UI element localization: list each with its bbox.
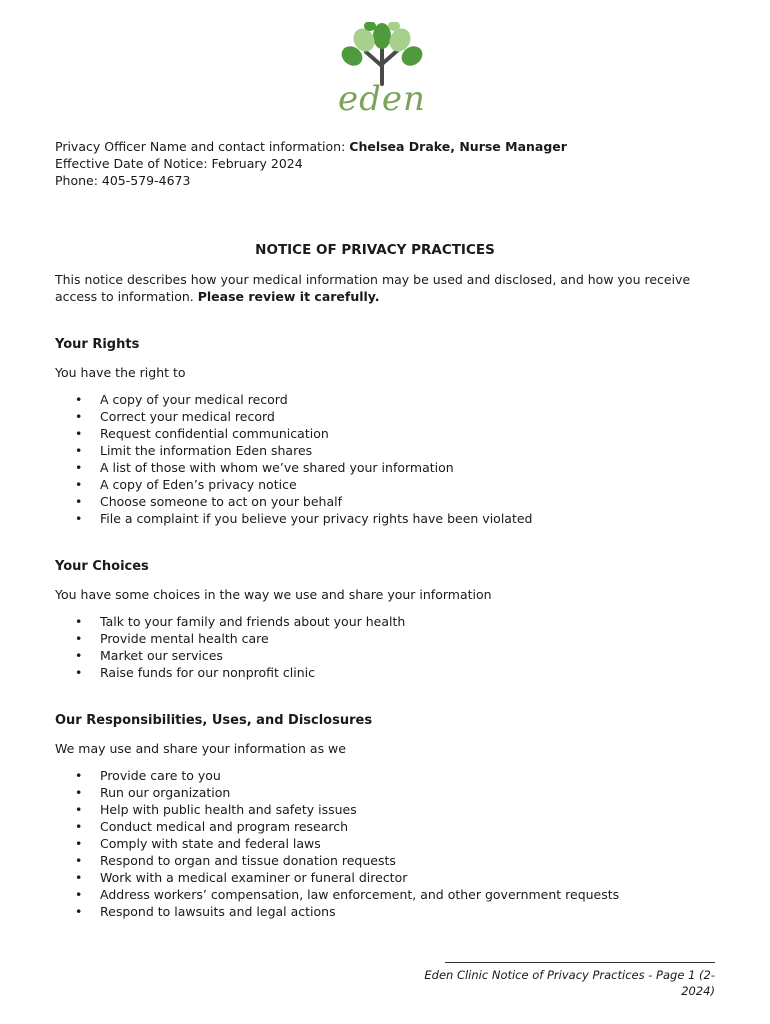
list-item-text: Market our services: [100, 648, 223, 663]
section-heading: Our Responsibilities, Uses, and Disclosures: [55, 713, 373, 728]
section-responsibilities: [55, 712, 695, 920]
list-item: [55, 459, 695, 476]
bullet-icon: •: [75, 426, 83, 441]
list-item-text: Conduct medical and program research: [100, 819, 349, 834]
logo-wordmark: eden: [338, 79, 426, 119]
list-item-text: Respond to lawsuits and legal actions: [100, 904, 336, 919]
effective-date-value: February 2024: [211, 156, 303, 171]
phone-label: Phone:: [55, 173, 102, 188]
list-item: [55, 852, 695, 869]
phone-value: 405-579-4673: [101, 173, 191, 188]
list-item: [55, 903, 695, 920]
bullet-icon: •: [75, 665, 83, 680]
list-item: [55, 818, 695, 835]
list-item-text: Respond to organ and tissue donation requests: [100, 853, 396, 868]
section-heading: Your Choices: [55, 559, 149, 574]
list-item-text: File a complaint if you believe your privacy rights have been violated: [100, 511, 533, 526]
rights-list: [55, 391, 695, 527]
footer-rule: [445, 962, 715, 963]
list-item: [55, 869, 695, 886]
list-item: [55, 476, 695, 493]
bullet-icon: •: [75, 904, 83, 919]
notice-intro-text: This notice describes how your medical information may be used and disclosed, and how you receive access to information.: [55, 272, 691, 304]
privacy-notice-page: [55, 138, 695, 920]
privacy-officer-label: Privacy Officer Name and contact information:: [55, 139, 350, 154]
list-item-text: Talk to your family and friends about your health: [100, 614, 406, 629]
list-item-text: Run our organization: [100, 785, 231, 800]
section-your-choices: [55, 558, 695, 681]
uses-list: [55, 767, 695, 920]
privacy-officer-line: [55, 138, 695, 155]
list-item-text: A list of those with whom we’ve shared your information: [100, 460, 454, 475]
list-item: [55, 664, 695, 681]
list-item-text: A copy of Eden’s privacy notice: [100, 477, 297, 492]
section-intro: You have some choices in the way we use and share your information: [55, 587, 492, 602]
section-intro: You have the right to: [55, 365, 186, 380]
bullet-icon: •: [75, 802, 83, 817]
bullet-icon: •: [75, 477, 83, 492]
list-item-text: Address workers’ compensation, law enforcement, and other government requests: [100, 887, 620, 902]
list-item: [55, 801, 695, 818]
list-item-text: Choose someone to act on your behalf: [100, 494, 343, 509]
list-item-text: Provide mental health care: [100, 631, 269, 646]
list-item: [55, 425, 695, 442]
list-item-text: Comply with state and federal laws: [100, 836, 321, 851]
bullet-icon: •: [75, 836, 83, 851]
bullet-icon: •: [75, 887, 83, 902]
bullet-icon: •: [75, 785, 83, 800]
page-footer: [395, 962, 715, 999]
list-item-text: Raise funds for our nonprofit clinic: [100, 665, 316, 680]
list-item-text: Provide care to you: [100, 768, 221, 783]
effective-date-line: [55, 155, 695, 172]
list-item-text: Work with a medical examiner or funeral director: [100, 870, 408, 885]
list-item: [55, 408, 695, 425]
list-item: [55, 647, 695, 664]
list-item: [55, 613, 695, 630]
section-intro: We may use and share your information as we: [55, 741, 346, 756]
list-item: [55, 886, 695, 903]
bullet-icon: •: [75, 853, 83, 868]
section-your-rights: [55, 336, 695, 527]
bullet-icon: •: [75, 494, 83, 509]
bullet-icon: •: [75, 768, 83, 783]
list-item-text: Help with public health and safety issues: [100, 802, 357, 817]
bullet-icon: •: [75, 614, 83, 629]
notice-intro-bold: Please review it carefully.: [197, 289, 380, 304]
bullet-icon: •: [75, 631, 83, 646]
list-item-text: Request confidential communication: [100, 426, 329, 441]
effective-date-label: Effective Date of Notice:: [55, 156, 212, 171]
eden-logo: [326, 22, 438, 119]
list-item: [55, 442, 695, 459]
phone-line: [55, 172, 695, 189]
bullet-icon: •: [75, 443, 83, 458]
list-item-text: Correct your medical record: [100, 409, 275, 424]
notice-intro: [55, 271, 695, 305]
list-item: [55, 767, 695, 784]
list-item: [55, 510, 695, 527]
bullet-icon: •: [75, 409, 83, 424]
list-item: [55, 630, 695, 647]
bullet-icon: •: [75, 819, 83, 834]
bullet-icon: •: [75, 648, 83, 663]
notice-title: NOTICE OF PRIVACY PRACTICES: [255, 242, 495, 258]
list-item-text: Limit the information Eden shares: [100, 443, 313, 458]
list-item: [55, 835, 695, 852]
list-item: [55, 391, 695, 408]
section-heading: Your Rights: [55, 337, 140, 352]
list-item: [55, 784, 695, 801]
bullet-icon: •: [75, 460, 83, 475]
list-item-text: A copy of your medical record: [100, 392, 288, 407]
footer-text: Eden Clinic Notice of Privacy Practices - Page 1 (2-2024): [424, 968, 715, 998]
bullet-icon: •: [75, 870, 83, 885]
bullet-icon: •: [75, 392, 83, 407]
privacy-officer-value: Chelsea Drake, Nurse Manager: [349, 139, 567, 154]
choices-list: [55, 613, 695, 681]
list-item: [55, 493, 695, 510]
bullet-icon: •: [75, 511, 83, 526]
